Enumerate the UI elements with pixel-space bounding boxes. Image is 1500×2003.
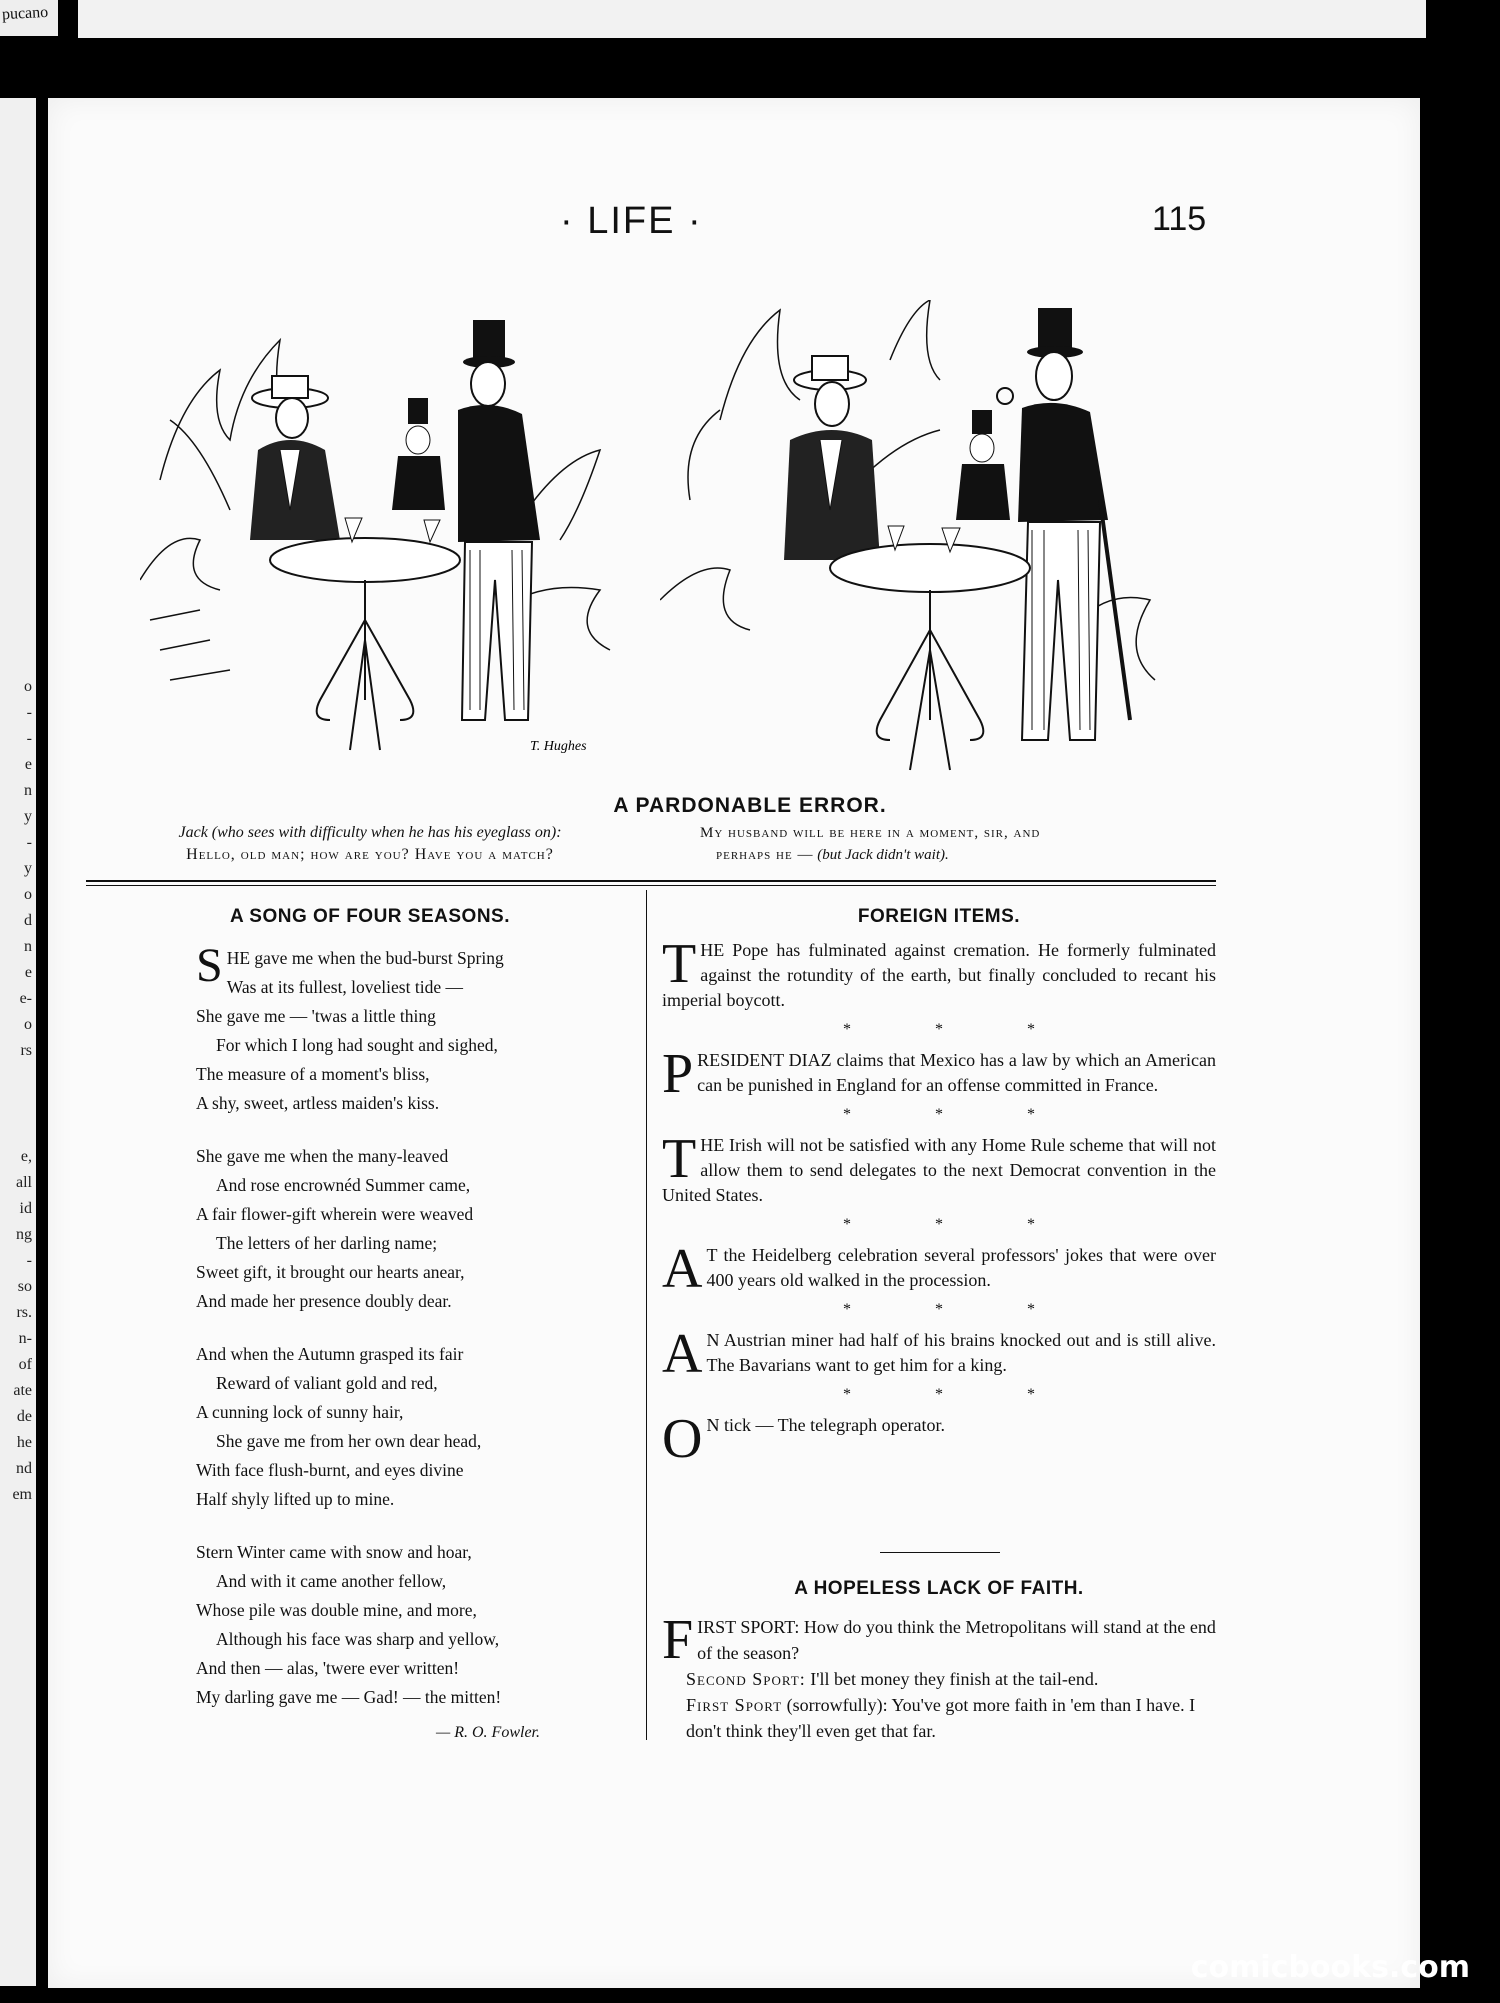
item-drop-cap: O (662, 1408, 703, 1470)
left-caption-speech: Hello, old man; how are you? Have you a match? (186, 846, 554, 863)
poem-line: Sweet gift, it brought our hearts anear, (196, 1262, 465, 1282)
poem-line: And made her presence doubly dear. (196, 1291, 452, 1311)
left-page-fragment: - (26, 834, 32, 851)
left-page-fragment: all (16, 1174, 32, 1191)
left-page-fragment: o (24, 1016, 32, 1033)
star-divider: * * * (843, 1106, 1075, 1123)
poem-drop-cap: S (196, 939, 223, 992)
item-text: T the Heidelberg celebration several professors' jokes that were over 400 years old walked in the procession. (706, 1245, 1216, 1290)
caption-rule-top (86, 880, 1216, 882)
facing-page-top (78, 0, 1426, 38)
poem-line: And when the Autumn grasped its fair (196, 1344, 464, 1364)
faith-dialogue (662, 1609, 1216, 1744)
left-page-fragment: y (24, 808, 32, 825)
left-page-fragment: - (26, 1252, 32, 1269)
left-page-fragment: ate (13, 1382, 32, 1399)
poem-line: She gave me when the many-leaved (196, 1146, 449, 1166)
left-page-fragment: o (24, 678, 32, 695)
cartoon-right-illustration (660, 300, 1160, 780)
column-divider (646, 890, 647, 1740)
left-page-fragment: id (19, 1200, 32, 1217)
poem-line: And rose encrownéd Summer came, (216, 1175, 471, 1195)
cartoon-right-caption (700, 822, 1170, 866)
left-page-fragment: so (17, 1278, 32, 1295)
poem-body (196, 939, 596, 1736)
item-text: RESIDENT DIAZ claims that Mexico has a law by which an American can be punished in England for an offense committed in France. (697, 1050, 1216, 1095)
poem-line: And with it came another fellow, (216, 1571, 447, 1591)
left-page-fragment: ng (16, 1226, 32, 1243)
faith-line-3 (662, 1692, 1216, 1744)
masthead: · LIFE · (560, 200, 703, 242)
poem-stanza (196, 939, 596, 1118)
item-drop-cap: T (662, 1128, 697, 1190)
left-page-fragment: n (24, 782, 32, 799)
item-text: N Austrian miner had half of his brains knocked out and is still alive. The Bavarians want to get him for a king. (706, 1330, 1216, 1375)
speaker-label: Second Sport: (686, 1669, 806, 1689)
poem-stanza (196, 1538, 596, 1712)
poem-line: Stern Winter came with snow and hoar, (196, 1542, 472, 1562)
right-caption-line-2: perhaps he — (716, 847, 814, 863)
foreign-items-list (662, 933, 1216, 1470)
left-page-edge (0, 98, 36, 1986)
speaker-label: First Sport (686, 1695, 783, 1715)
foreign-item (662, 933, 1216, 1013)
star-divider: * * * (843, 1021, 1075, 1038)
previous-page-corner (0, 0, 58, 36)
page-number: 115 (1152, 200, 1207, 238)
poem-line: She gave me — 'twas a little thing (196, 1006, 436, 1026)
left-page-fragment: d (24, 912, 32, 929)
item-text: HE Irish will not be satisfied with any Home Rule scheme that will not allow them to send delegates to the next Democrat convention in the United States. (662, 1135, 1216, 1205)
left-page-fragment: e (24, 756, 32, 773)
cartoon-title: A PARDONABLE ERROR. (613, 794, 887, 817)
star-divider: * * * (843, 1216, 1075, 1233)
poem-stanza (196, 1142, 596, 1316)
poem-line: Although his face was sharp and yellow, (216, 1629, 500, 1649)
poem-line: For which I long had sought and sighed, (216, 1035, 498, 1055)
foreign-item (662, 1323, 1216, 1385)
left-page-fragment: e, (20, 1148, 32, 1165)
faith-line-1 (662, 1609, 1216, 1671)
poem-title: A SONG OF FOUR SEASONS. (230, 906, 510, 927)
foreign-item (662, 1128, 1216, 1208)
left-page-fragment: em (12, 1486, 32, 1503)
item-drop-cap: T (662, 933, 697, 995)
faith-title: A HOPELESS LACK OF FAITH. (794, 1578, 1084, 1599)
foreign-item (662, 1238, 1216, 1300)
star-divider: * * * (843, 1301, 1075, 1318)
foreign-item (662, 1043, 1216, 1105)
poem-line: And then — alas, 'twere ever written! (196, 1658, 460, 1678)
poem-line: My darling gave me — Gad! — the mitten! (196, 1687, 502, 1707)
faith-line-2 (662, 1666, 1216, 1692)
item-drop-cap: P (662, 1043, 694, 1105)
poem-line: A cunning lock of sunny hair, (196, 1402, 404, 1422)
poem-line: Reward of valiant gold and red, (216, 1373, 438, 1393)
right-caption-line-1: My husband will be here in a moment, sir, and (700, 825, 1041, 841)
right-caption-aside: (but Jack didn't wait). (817, 847, 949, 863)
poem-line: HE gave me when the bud-burst Spring (226, 948, 504, 968)
left-page-fragment: rs. (16, 1304, 32, 1321)
faith-text: I'll bet money they finish at the tail-end. (810, 1669, 1099, 1689)
poem-line: Half shyly lifted up to mine. (196, 1489, 395, 1509)
caption-rule-bottom (86, 885, 1216, 886)
item-text: N tick — The telegraph operator. (706, 1415, 946, 1435)
left-page-fragment: e- (19, 990, 32, 1007)
star-divider: * * * (843, 1386, 1075, 1403)
watermark: comicbooks.com (1190, 1950, 1470, 1985)
left-page-fragment: rs (20, 1042, 32, 1059)
left-page-fragment: de (16, 1408, 32, 1425)
left-page-fragment: - (26, 730, 32, 747)
item-drop-cap: A (662, 1323, 703, 1385)
faith-drop-cap: F (662, 1609, 694, 1671)
left-page-fragment: y (24, 860, 32, 877)
left-page-fragment: o (24, 886, 32, 903)
previous-page-word: pucano (1, 3, 49, 24)
left-caption-speaker: Jack (who sees with difficulty when he has his eyeglass on): (178, 824, 562, 841)
left-page-fragment: n (24, 938, 32, 955)
faith-rule (880, 1552, 1000, 1553)
left-page-fragment: nd (16, 1460, 32, 1477)
cartoon-left-illustration (140, 280, 620, 760)
left-page-fragment: - (26, 704, 32, 721)
left-page-fragment: e (24, 964, 32, 981)
poem-line: She gave me from her own dear head, (216, 1431, 482, 1451)
poem-line: A fair flower-gift wherein were weaved (196, 1204, 474, 1224)
poem-line: Whose pile was double mine, and more, (196, 1600, 477, 1620)
left-page-fragment: n- (18, 1330, 32, 1347)
poem-line: With face flush-burnt, and eyes divine (196, 1460, 464, 1480)
left-page-fragment: he (16, 1434, 32, 1451)
poem-stanza (196, 1340, 596, 1514)
faith-text: (sorrowfully): You've got more faith in 'em than I have. I don't think they'll even get that far. (686, 1695, 1196, 1741)
left-page-fragment: of (18, 1356, 32, 1373)
poem-line: Was at its fullest, loveliest tide — (226, 977, 463, 997)
artist-signature: T. Hughes (530, 739, 587, 754)
item-drop-cap: A (662, 1238, 703, 1300)
poem-line: The letters of her darling name; (216, 1233, 438, 1253)
cartoon-left-caption (100, 822, 640, 866)
poem-author: — R. O. Fowler. (436, 1724, 540, 1741)
poem-line: A shy, sweet, artless maiden's kiss. (196, 1093, 440, 1113)
foreign-item (662, 1408, 1216, 1470)
foreign-items-title: FOREIGN ITEMS. (857, 906, 1021, 927)
item-text: HE Pope has fulminated against cremation. He formerly fulminated against the rotundity of the earth, but finally concluded to recant his imperial boycott. (662, 940, 1216, 1010)
poem-line: The measure of a moment's bliss, (196, 1064, 430, 1084)
faith-text: IRST SPORT: How do you think the Metropolitans will stand at the end of the season? (697, 1617, 1216, 1663)
